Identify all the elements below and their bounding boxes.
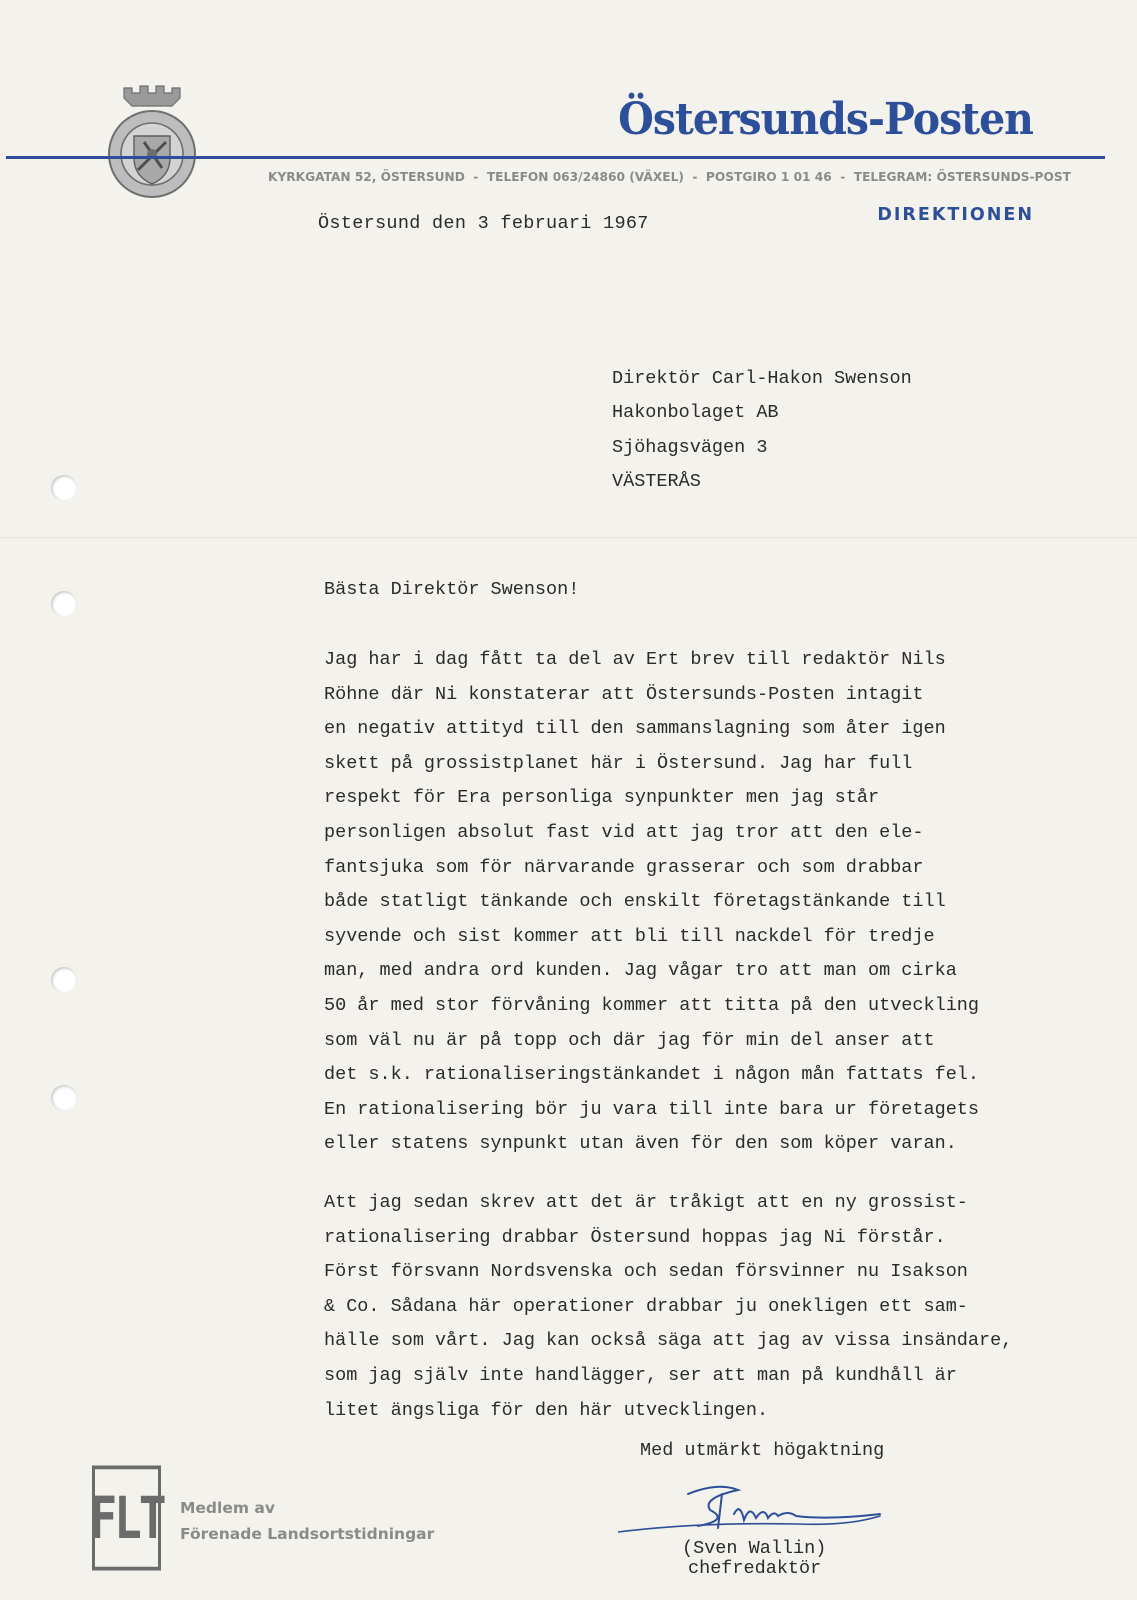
newspaper-masthead: Östersunds-Posten [618, 93, 1033, 145]
closing: Med utmärkt högaktning [640, 1440, 885, 1461]
text-line: man, med andra ord kunden. Jag vågar tro att man om cirka [324, 960, 957, 982]
punch-hole [51, 591, 77, 617]
text-line: Röhne där Ni konstaterar att Östersunds-Posten intagit [324, 683, 924, 705]
text-line: både statligt tänkande och enskilt företagstänkande till [324, 891, 946, 913]
coat-of-arms-icon [104, 84, 200, 200]
address-line: Hakonbolaget AB [612, 402, 779, 424]
membership-line: Förenade Landsortstidningar [180, 1525, 435, 1543]
salutation: Bästa Direktör Swenson! [324, 579, 580, 600]
flt-logo: FLT [92, 1466, 161, 1571]
text-line: en negativ attityd till den sammanslagning som åter igen [324, 718, 946, 740]
text-line: det s.k. rationaliseringstänkandet i någon mån fattats fel. [324, 1064, 980, 1086]
punch-hole [51, 1085, 77, 1111]
text-line: respekt för Era personliga synpunkter men jag står [324, 787, 880, 809]
text-line: fantsjuka som för närvarande grasserar och som drabbar [324, 856, 924, 878]
department-label: DIREKTIONEN [877, 205, 1034, 225]
punch-hole [51, 967, 77, 993]
letterhead-rule [6, 156, 1105, 159]
signer-title: chefredaktör [688, 1558, 822, 1579]
text-line: rationalisering drabbar Östersund hoppas jag Ni förstår. [324, 1226, 946, 1248]
dateline: Östersund den 3 februari 1967 [318, 213, 649, 234]
text-line: Först försvann Nordsvenska och sedan försvinner nu Isakson [324, 1261, 968, 1283]
membership-note [180, 1495, 434, 1547]
text-line: litet ängsliga för den här utvecklingen. [324, 1399, 769, 1421]
letterhead-contact-line: KYRKGATAN 52, ÖSTERSUND - TELEFON 063/24860 (VÄXEL) - POSTGIRO 1 01 46 - TELEGRAM: ÖSTERSUNDS-POST [268, 170, 1071, 184]
signer-block [682, 1539, 826, 1579]
punch-hole [51, 475, 77, 501]
text-line: eller statens synpunkt utan även för den som köper varan. [324, 1133, 957, 1155]
paper-fold [0, 537, 1137, 539]
body-paragraph [324, 643, 979, 1162]
address-line: Sjöhagsvägen 3 [612, 436, 768, 458]
address-line: Direktör Carl-Hakon Swenson [612, 368, 912, 389]
text-line: som jag själv inte handlägger, ser att man på kundhåll är [324, 1364, 957, 1386]
text-line: 50 år med stor förvåning kommer att titta på den utveckling [324, 994, 980, 1016]
body-paragraph [324, 1186, 1012, 1428]
text-line: Att jag sedan skrev att det är tråkigt att en ny grossist- [324, 1192, 968, 1213]
address-line: VÄSTERÅS [612, 470, 701, 492]
text-line: hälle som vårt. Jag kan också säga att jag av vissa insändare, [324, 1330, 1013, 1352]
text-line: skett på grossistplanet här i Östersund. Jag har full [324, 752, 913, 774]
text-line: som väl nu är på topp och där jag för min del anser att [324, 1029, 935, 1051]
text-line: syvende och sist kommer att bli till nackdel för tredje [324, 925, 935, 947]
text-line: personligen absolut fast vid att jag tror att den ele- [324, 821, 924, 843]
signer-name: (Sven Wallin) [682, 1538, 827, 1559]
text-line: & Co. Sådana här operationer drabbar ju onekligen ett sam- [324, 1295, 968, 1317]
recipient-address [612, 362, 912, 499]
text-line: Jag har i dag fått ta del av Ert brev till redaktör Nils [324, 649, 946, 670]
membership-line: Medlem av [180, 1499, 275, 1517]
text-line: En rationalisering bör ju vara till inte bara ur företagets [324, 1098, 980, 1120]
